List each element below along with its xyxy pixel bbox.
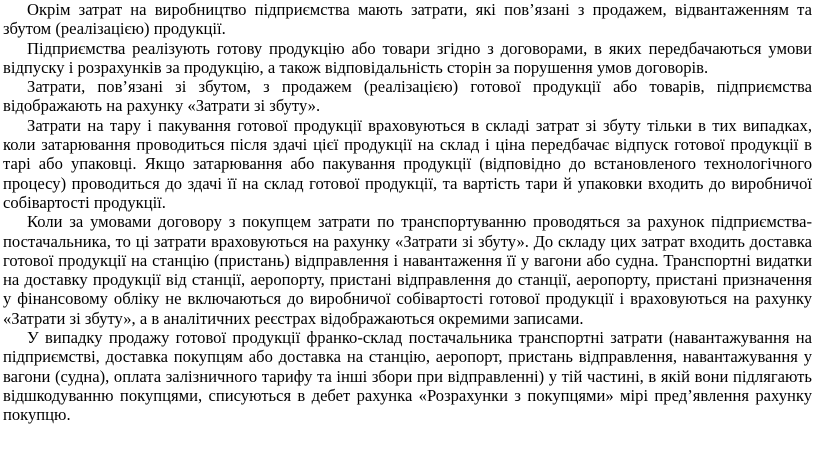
- paragraph-transport: Коли за умовами договору з покупцем затрати по транспортуванню проводяться за рахунок підприємства-постачальника, то ці затрати враховуються на рахунку «Затрати зі збуту». До складу цих затрат входить доставка готової продукції на станцію (пристань) відправлення і навантаження її у вагони або судна. Транспортні видатки на доставку продукції від станції, аеропорту, пристані відправлення до станції, аеропорту, пристані призначення у фінансовому обліку не включаються до виробничої собівартості готової продукції і враховуються на рахунку «Затрати зі збуту», а в аналітичних реєстрах відображаються окремими записами.: [3, 212, 812, 328]
- paragraph-intro: Окрім затрат на виробництво підприємства мають затрати, які пов’язані з продажем, відвантаженням та збутом (реалізацією) продукції.: [3, 0, 812, 39]
- paragraph-packaging: Затрати на тару і пакування готової продукції враховуються в складі затрат зі збуту тільки в тих випадках, коли затарювання проводиться після здачі цієї продукції на склад і ціна передбачає відпуск готової продукції в тарі або упаковці. Якщо затарювання або пакування продукції (відповідно до встановленого технологічного процесу) проводиться до здачі її на склад готової продукції, та вартість тари й упаковки входить до виробничої собівартості продукції.: [3, 115, 812, 212]
- paragraph-franco-warehouse: У випадку продажу готової продукції франко-склад постачальника транспортні затрати (навантажування на підприємстві, доставка покупцям або доставка на станцію, аеропорт, пристань відправлення, навантажування у вагони (судна), оплата залізничного тарифу та інші збори при відправленні) у тій частині, в якій вони підлягають відшкодуванню покупцями, списуються в дебет рахунка «Розрахунки з покупцями» мірі пред’явлення рахунку покупцю.: [3, 328, 812, 425]
- paragraph-contracts: Підприємства реалізують готову продукцію або товари згідно з договорами, в яких передбачаються умови відпуску і розрахунків за продукцію, а також відповідальність сторін за порушення умов договорів.: [3, 38, 812, 77]
- paragraph-sales-costs: Затрати, пов’язані зі збутом, з продажем (реалізацією) готової продукції або товарів, підприємства відображають на рахунку «Затрати зі збуту».: [3, 77, 812, 116]
